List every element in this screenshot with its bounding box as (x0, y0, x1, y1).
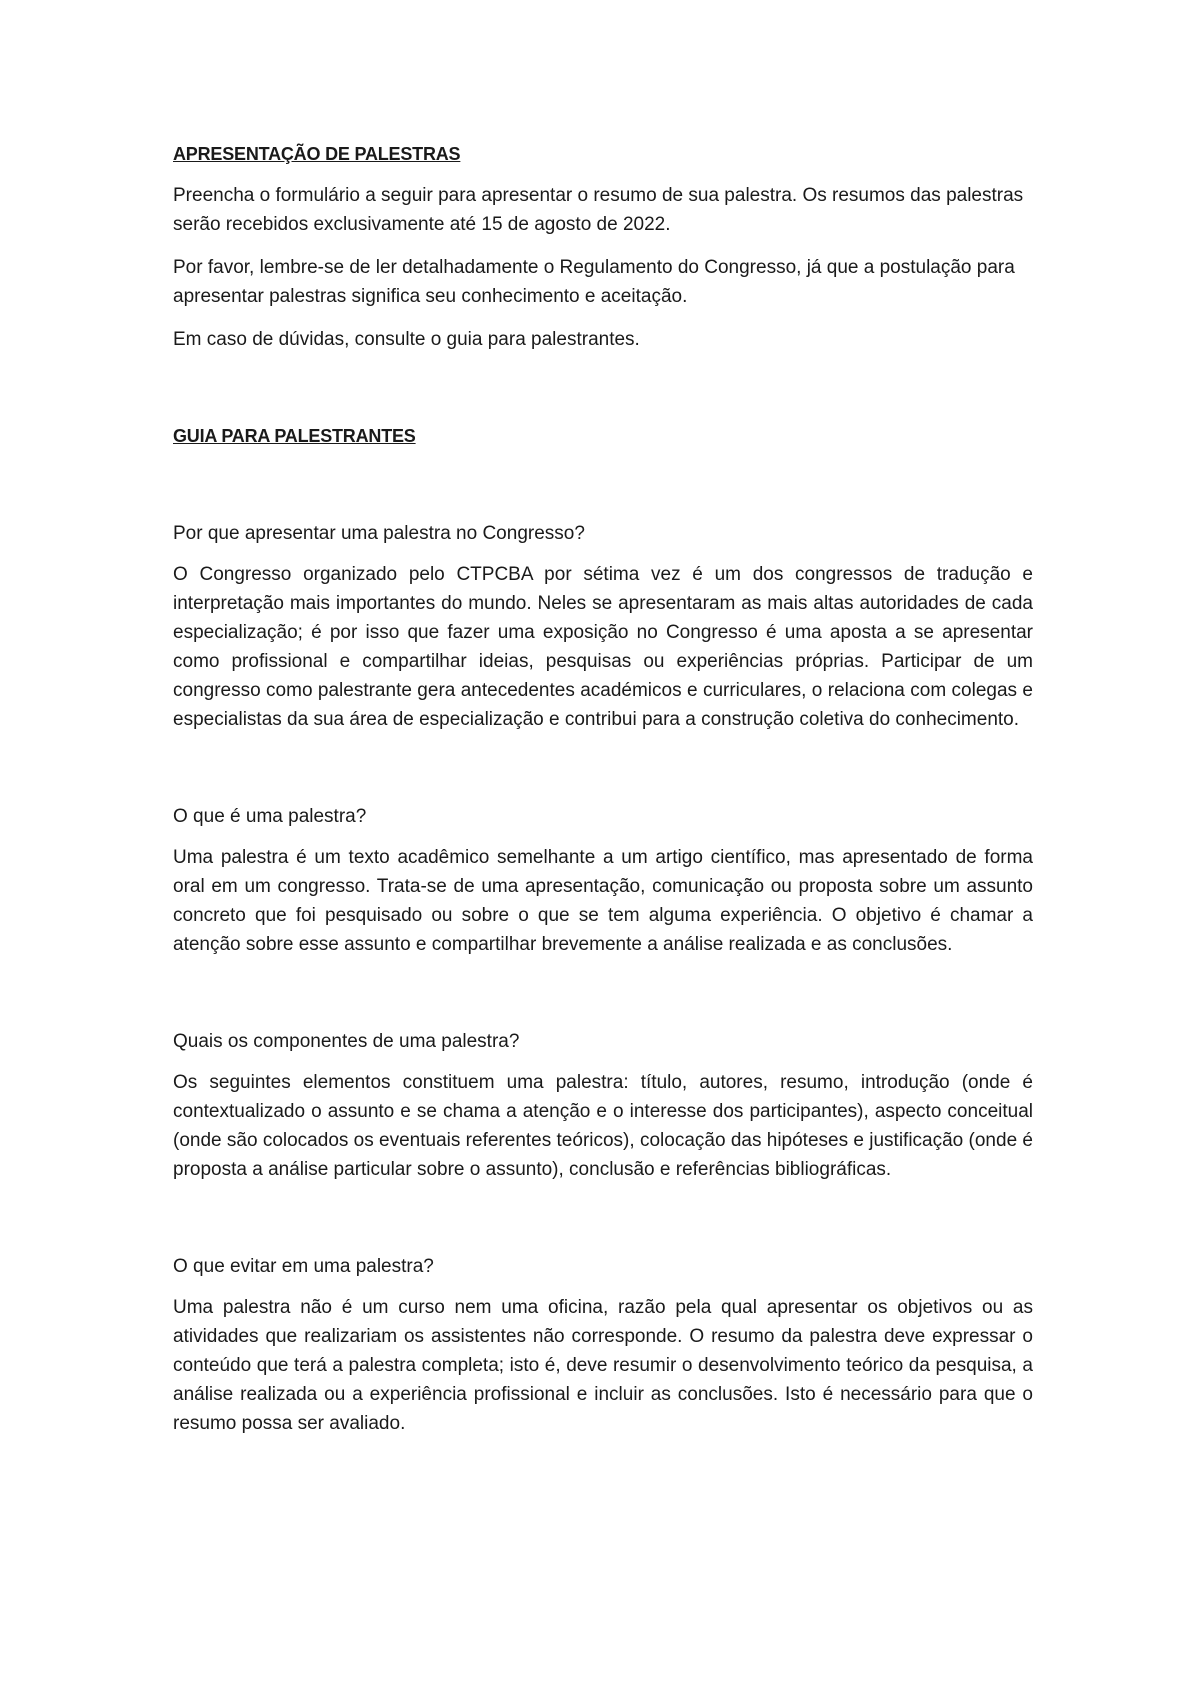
question-heading-2: O que é uma palestra? (173, 806, 367, 827)
intro-paragraph-3: Em caso de dúvidas, consulte o guia para palestrantes. (173, 329, 640, 350)
document-page (173, 140, 1033, 1438)
question-heading-3: Quais os componentes de uma palestra? (173, 1031, 520, 1052)
answer-paragraph-4: Uma palestra não é um curso nem uma oficina, razão pela qual apresentar os objetivos ou as atividades que realizariam os assistentes não corresponde. O resumo da palestra deve expressar o conteúdo que terá a palestra completa; isto é, deve resumir o desenvolvimento teórico da pesquisa, a análise realizada ou a experiência profissional e incluir as conclusões. Isto é necessário para que o resumo possa ser avaliado. (173, 1297, 1033, 1434)
answer-paragraph-2: Uma palestra é um texto acadêmico semelhante a um artigo científico, mas apresentado de forma oral em um congresso. Trata-se de uma apresentação, comunicação ou proposta sobre um assunto concreto que foi pesquisado ou sobre o que se tem alguma experiência. O objetivo é chamar a atenção sobre esse assunto e compartilhar brevemente a análise realizada e as conclusões. (173, 847, 1033, 955)
question-heading-1: Por que apresentar uma palestra no Congresso? (173, 523, 585, 544)
answer-paragraph-3: Os seguintes elementos constituem uma palestra: título, autores, resumo, introdução (onde é contextualizado o assunto e se chama a atenção e o interesse dos participantes), aspecto conceitual (onde são colocados os eventuais referentes teóricos), colocação das hipóteses e justificação (onde é proposta a análise particular sobre o assunto), conclusão e referências bibliográficas. (173, 1072, 1033, 1180)
section-heading-guia: GUIA PARA PALESTRANTES (173, 426, 416, 446)
intro-paragraph-1: Preencha o formulário a seguir para apresentar o resumo de sua palestra. Os resumos das palestras serão recebidos exclusivamente até 15 de agosto de 2022. (173, 185, 1024, 235)
section-heading-apresentacao: APRESENTAÇÃO DE PALESTRAS (173, 144, 461, 164)
question-heading-4: O que evitar em uma palestra? (173, 1256, 434, 1277)
answer-paragraph-1: O Congresso organizado pelo CTPCBA por sétima vez é um dos congressos de tradução e interpretação mais importantes do mundo. Neles se apresentaram as mais altas autoridades de cada especialização; é por isso que fazer uma exposição no Congresso é uma aposta a se apresentar como profissional e compartilhar ideias, pesquisas ou experiências próprias. Participar de um congresso como palestrante gera antecedentes académicos e curriculares, o relaciona com colegas e especialistas da sua área de especialização e contribui para a construção coletiva do conhecimento. (173, 564, 1033, 730)
intro-paragraph-2: Por favor, lembre-se de ler detalhadamente o Regulamento do Congresso, já que a postulação para apresentar palestras significa seu conhecimento e aceitação. (173, 257, 1015, 307)
